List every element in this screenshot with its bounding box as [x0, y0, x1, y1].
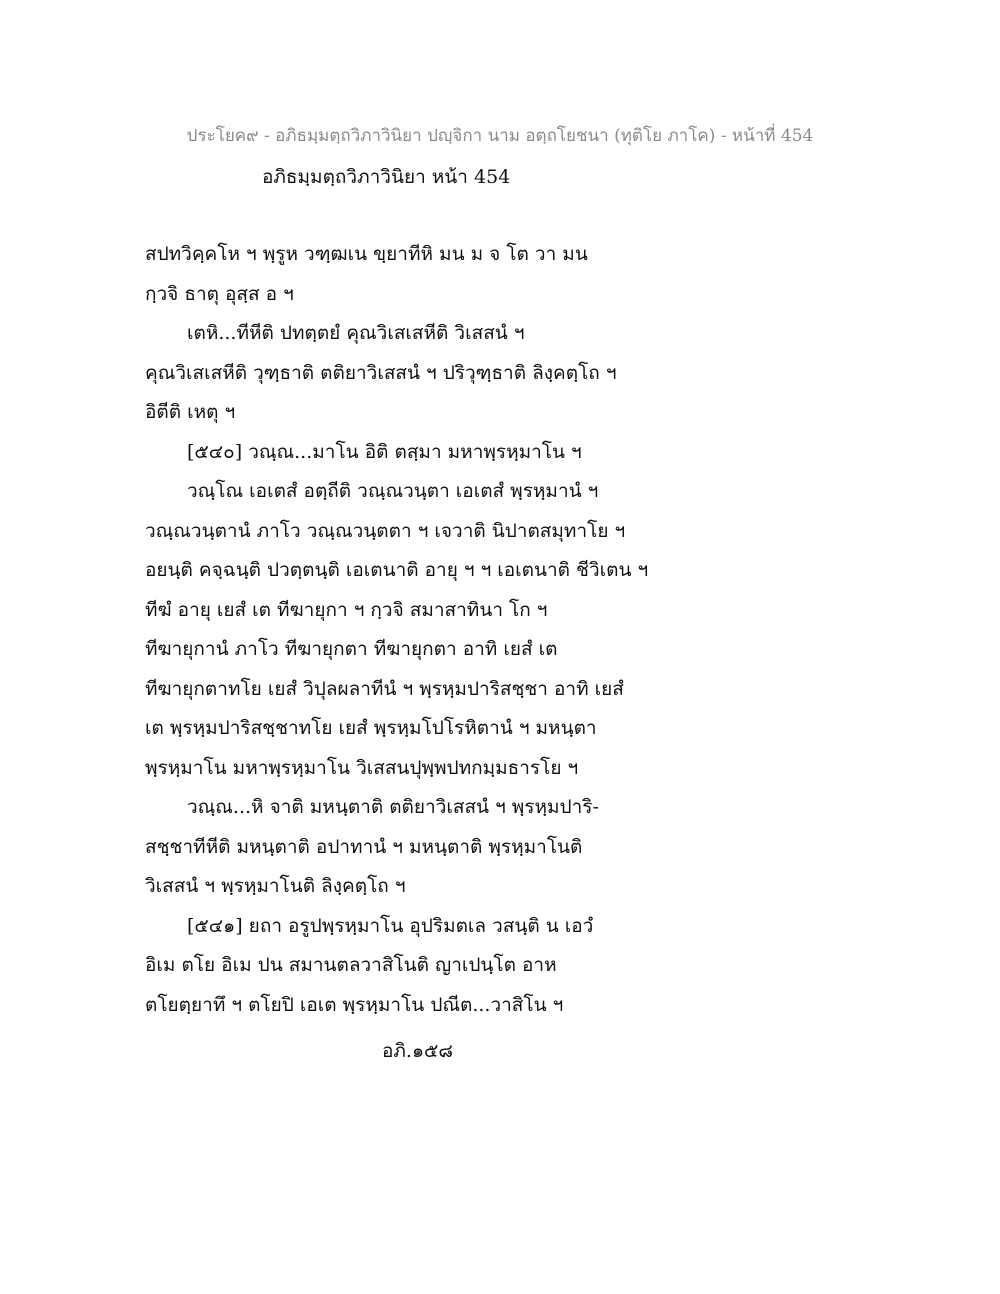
text-line: วณฺณวนฺตานํ ภาโว วณฺณวนฺตตา ฯ เจวาติ นิปาตสมุทาโย ฯ: [145, 519, 626, 542]
text-line: [๕๔๐] วณฺณ...มาโน อิติ ตสฺมา มหาพฺรหฺมาโน ฯ: [187, 440, 582, 463]
text-line: อิเม ตโย อิเม ปน สมานตลวาสิโนติ ญาเปนฺโต อาห: [145, 954, 557, 976]
text-line: อิตีติ เหตุ ฯ: [145, 401, 236, 423]
page-subheader: อภิธมฺมตฺถวิภาวินิยา หน้า 454: [262, 166, 511, 188]
page-header: ประโยค๙ - อภิธมฺมตฺถวิภาวินิยา ปญฺจิกา นาม อตฺถโยชนา (ทุติโย ภาโค) - หน้าที่ 454: [186, 126, 814, 146]
text-line: เต พฺรหฺมปาริสชฺชาทโย เยสํ พฺรหฺมโปโรหิตานํ ฯ มหนฺตา: [145, 717, 597, 739]
text-line: วณฺโณ เอเตสํ อตฺถีติ วณฺณวนฺตา เอเตสํ พฺรหฺมานํ ฯ: [187, 480, 599, 502]
page-footer: อภิ.๑๕๘: [382, 1040, 454, 1062]
text-line: ทีฆายุกานํ ภาโว ทีฆายุกตา ทีฆายุกตา อาทิ เยสํ เต: [145, 638, 558, 660]
text-line: ทีฆํ อายุ เยสํ เต ทีฆายุกา ฯ กฺวจิ สมาสาทินา โก ฯ: [145, 598, 548, 621]
text-line: เตหิ...ทีหีติ ปทตฺตยํ คุณวิเสเสหีติ วิเสสนํ ฯ: [187, 322, 525, 344]
text-line: สชฺชาทีหีติ มหนฺตาติ อปาทานํ ฯ มหนฺตาติ พฺรหฺมาโนติ: [145, 835, 583, 858]
text-line: สปทวิคฺคโห ฯ พฺรูห วฑฺฒเน ขฺยาทีหิ มน ม จ โต วา มน: [145, 243, 588, 265]
text-line: ตโยตฺยาทึ ฯ ตโยปิ เอเต พฺรหฺมาโน ปณีต...วาสิโน ฯ: [145, 993, 564, 1016]
text-line: อยนฺติ คจฺฉนฺติ ปวตฺตนฺติ เอเตนาติ อายุ ฯ ฯ เอเตนาติ ชีวิเตน ฯ: [145, 559, 649, 581]
text-line: วณฺณ...หิ จาติ มหนฺตาติ ตติยาวิเสสนํ ฯ พฺรหฺมปาริ-: [187, 796, 599, 818]
body-text: [145, 240, 745, 1030]
text-line: คุณวิเสเสหีติ วุฑฺธาติ ตติยาวิเสสนํ ฯ ปริวุฑฺธาติ ลิงฺคตฺโถ ฯ: [145, 361, 617, 384]
text-line: พฺรหฺมาโน มหาพฺรหฺมาโน วิเสสนปุพฺพปทกมฺมธารโย ฯ: [145, 756, 579, 779]
text-line: ทีฆายุกตาทโย เยสํ วิปุลผลาทีนํ ฯ พฺรหฺมปาริสชฺชา อาทิ เยสํ: [145, 677, 624, 700]
text-line: วิเสสนํ ฯ พฺรหฺมาโนติ ลิงฺคตฺโถ ฯ: [145, 875, 406, 897]
text-line: [๕๔๑] ยถา อรูปพฺรหฺมาโน อุปริมตเล วสนฺติ น เอวํ: [187, 914, 594, 937]
text-line: กฺวจิ ธาตุ อุสฺส อ ฯ: [145, 282, 294, 305]
